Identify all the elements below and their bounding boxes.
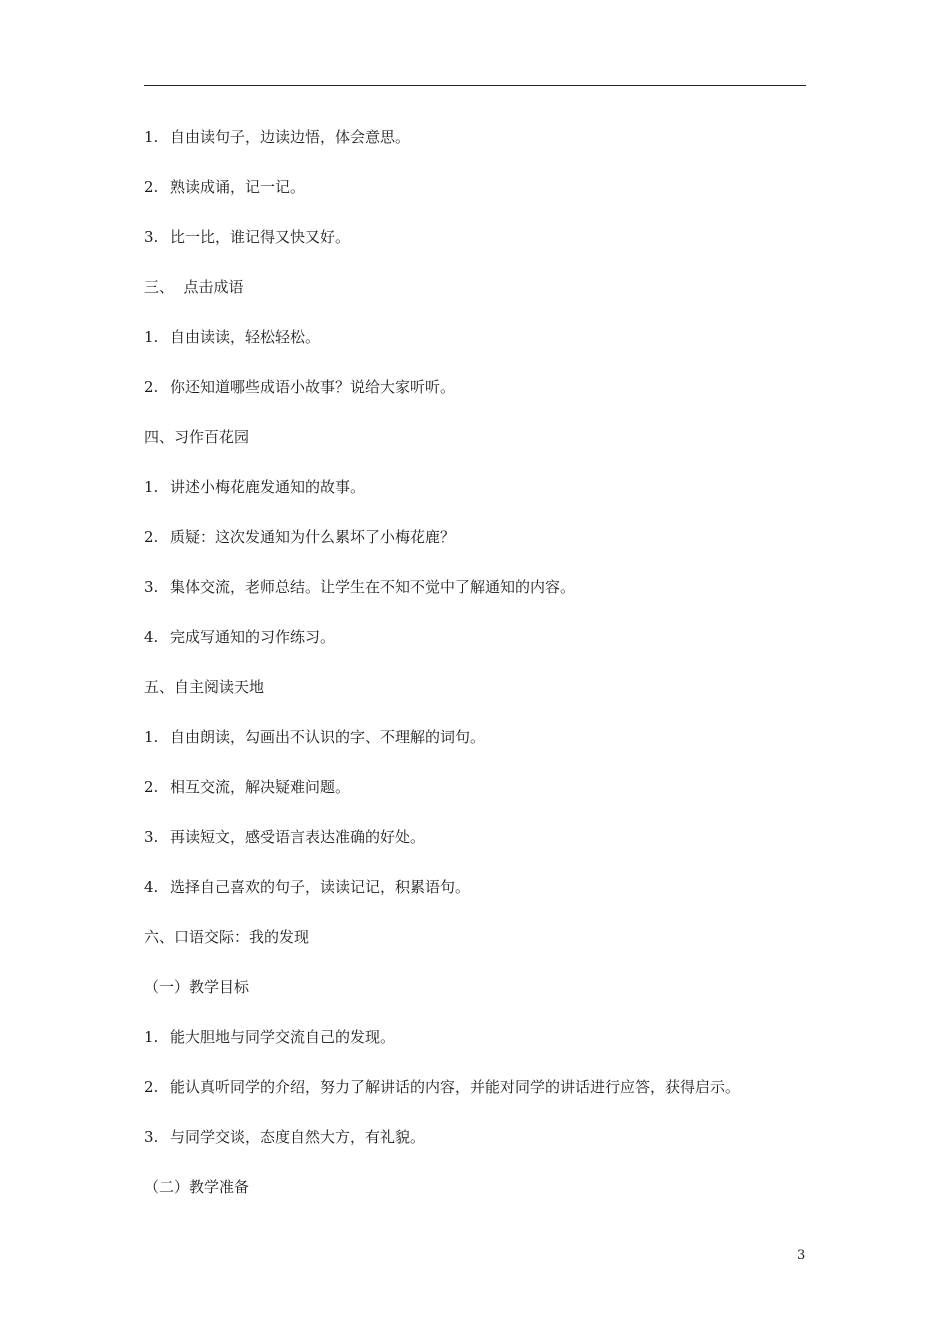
- heading-text: （一）教学目标: [144, 978, 250, 996]
- item-text: 质疑：这次发通知为什么累坏了小梅花鹿？: [170, 528, 456, 546]
- document-body: [144, 124, 824, 1224]
- list-item: [144, 574, 824, 624]
- item-number: 1.: [144, 478, 159, 496]
- item-number: 1.: [144, 1028, 159, 1046]
- item-number: 2.: [144, 528, 159, 546]
- item-number: 1.: [144, 328, 159, 346]
- item-text: 完成写通知的习作练习。: [170, 628, 336, 646]
- item-text: 自由读读，轻松轻松。: [170, 328, 321, 346]
- list-item: [144, 824, 824, 874]
- list-item: [144, 624, 824, 674]
- item-text: 选择自己喜欢的句子，读读记记，积累语句。: [170, 878, 471, 896]
- item-number: 3.: [144, 828, 159, 846]
- list-item: [144, 774, 824, 824]
- item-number: 2.: [144, 1078, 159, 1096]
- item-text: 熟读成诵，记一记。: [170, 178, 306, 196]
- heading-text: 六、口语交际：我的发现: [144, 928, 310, 946]
- header-rule: [144, 85, 806, 86]
- list-item: [144, 1074, 824, 1124]
- section-heading: [144, 674, 824, 724]
- item-text: 再读短文，感受语言表达准确的好处。: [170, 828, 426, 846]
- heading-text: 三、 点击成语: [144, 278, 244, 296]
- list-item: [144, 174, 824, 224]
- item-number: 4.: [144, 878, 159, 896]
- item-number: 3.: [144, 1128, 159, 1146]
- section-heading: [144, 924, 824, 974]
- item-number: 4.: [144, 628, 159, 646]
- item-text: 与同学交谈，态度自然大方，有礼貌。: [170, 1128, 426, 1146]
- item-number: 2.: [144, 778, 159, 796]
- list-item: [144, 1124, 824, 1174]
- list-item: [144, 124, 824, 174]
- list-item: [144, 474, 824, 524]
- item-text: 比一比，谁记得又快又好。: [170, 228, 351, 246]
- list-item: [144, 524, 824, 574]
- heading-text: （二）教学准备: [144, 1178, 250, 1196]
- section-heading: [144, 424, 824, 474]
- list-item: [144, 374, 824, 424]
- subsection-heading: [144, 974, 824, 1024]
- list-item: [144, 724, 824, 774]
- subsection-heading: [144, 1174, 824, 1224]
- item-number: 2.: [144, 378, 159, 396]
- list-item: [144, 1024, 824, 1074]
- heading-text: 四、习作百花园: [144, 428, 250, 446]
- item-text: 相互交流，解决疑难问题。: [170, 778, 351, 796]
- page-number: 3: [797, 1248, 806, 1263]
- item-text: 你还知道哪些成语小故事？说给大家听听。: [170, 378, 456, 396]
- list-item: [144, 874, 824, 924]
- item-text: 自由读句子，边读边悟，体会意思。: [170, 128, 411, 146]
- item-number: 3.: [144, 578, 159, 596]
- item-number: 2.: [144, 178, 159, 196]
- item-text: 能大胆地与同学交流自己的发现。: [170, 1028, 396, 1046]
- item-text: 能认真听同学的介绍，努力了解讲话的内容，并能对同学的讲话进行应答，获得启示。: [170, 1078, 741, 1096]
- item-number: 1.: [144, 128, 159, 146]
- section-heading: [144, 274, 824, 324]
- item-text: 自由朗读，勾画出不认识的字、不理解的词句。: [170, 728, 486, 746]
- item-number: 1.: [144, 728, 159, 746]
- heading-text: 五、自主阅读天地: [144, 678, 265, 696]
- list-item: [144, 224, 824, 274]
- list-item: [144, 324, 824, 374]
- item-text: 集体交流，老师总结。让学生在不知不觉中了解通知的内容。: [170, 578, 576, 596]
- item-text: 讲述小梅花鹿发通知的故事。: [170, 478, 366, 496]
- item-number: 3.: [144, 228, 159, 246]
